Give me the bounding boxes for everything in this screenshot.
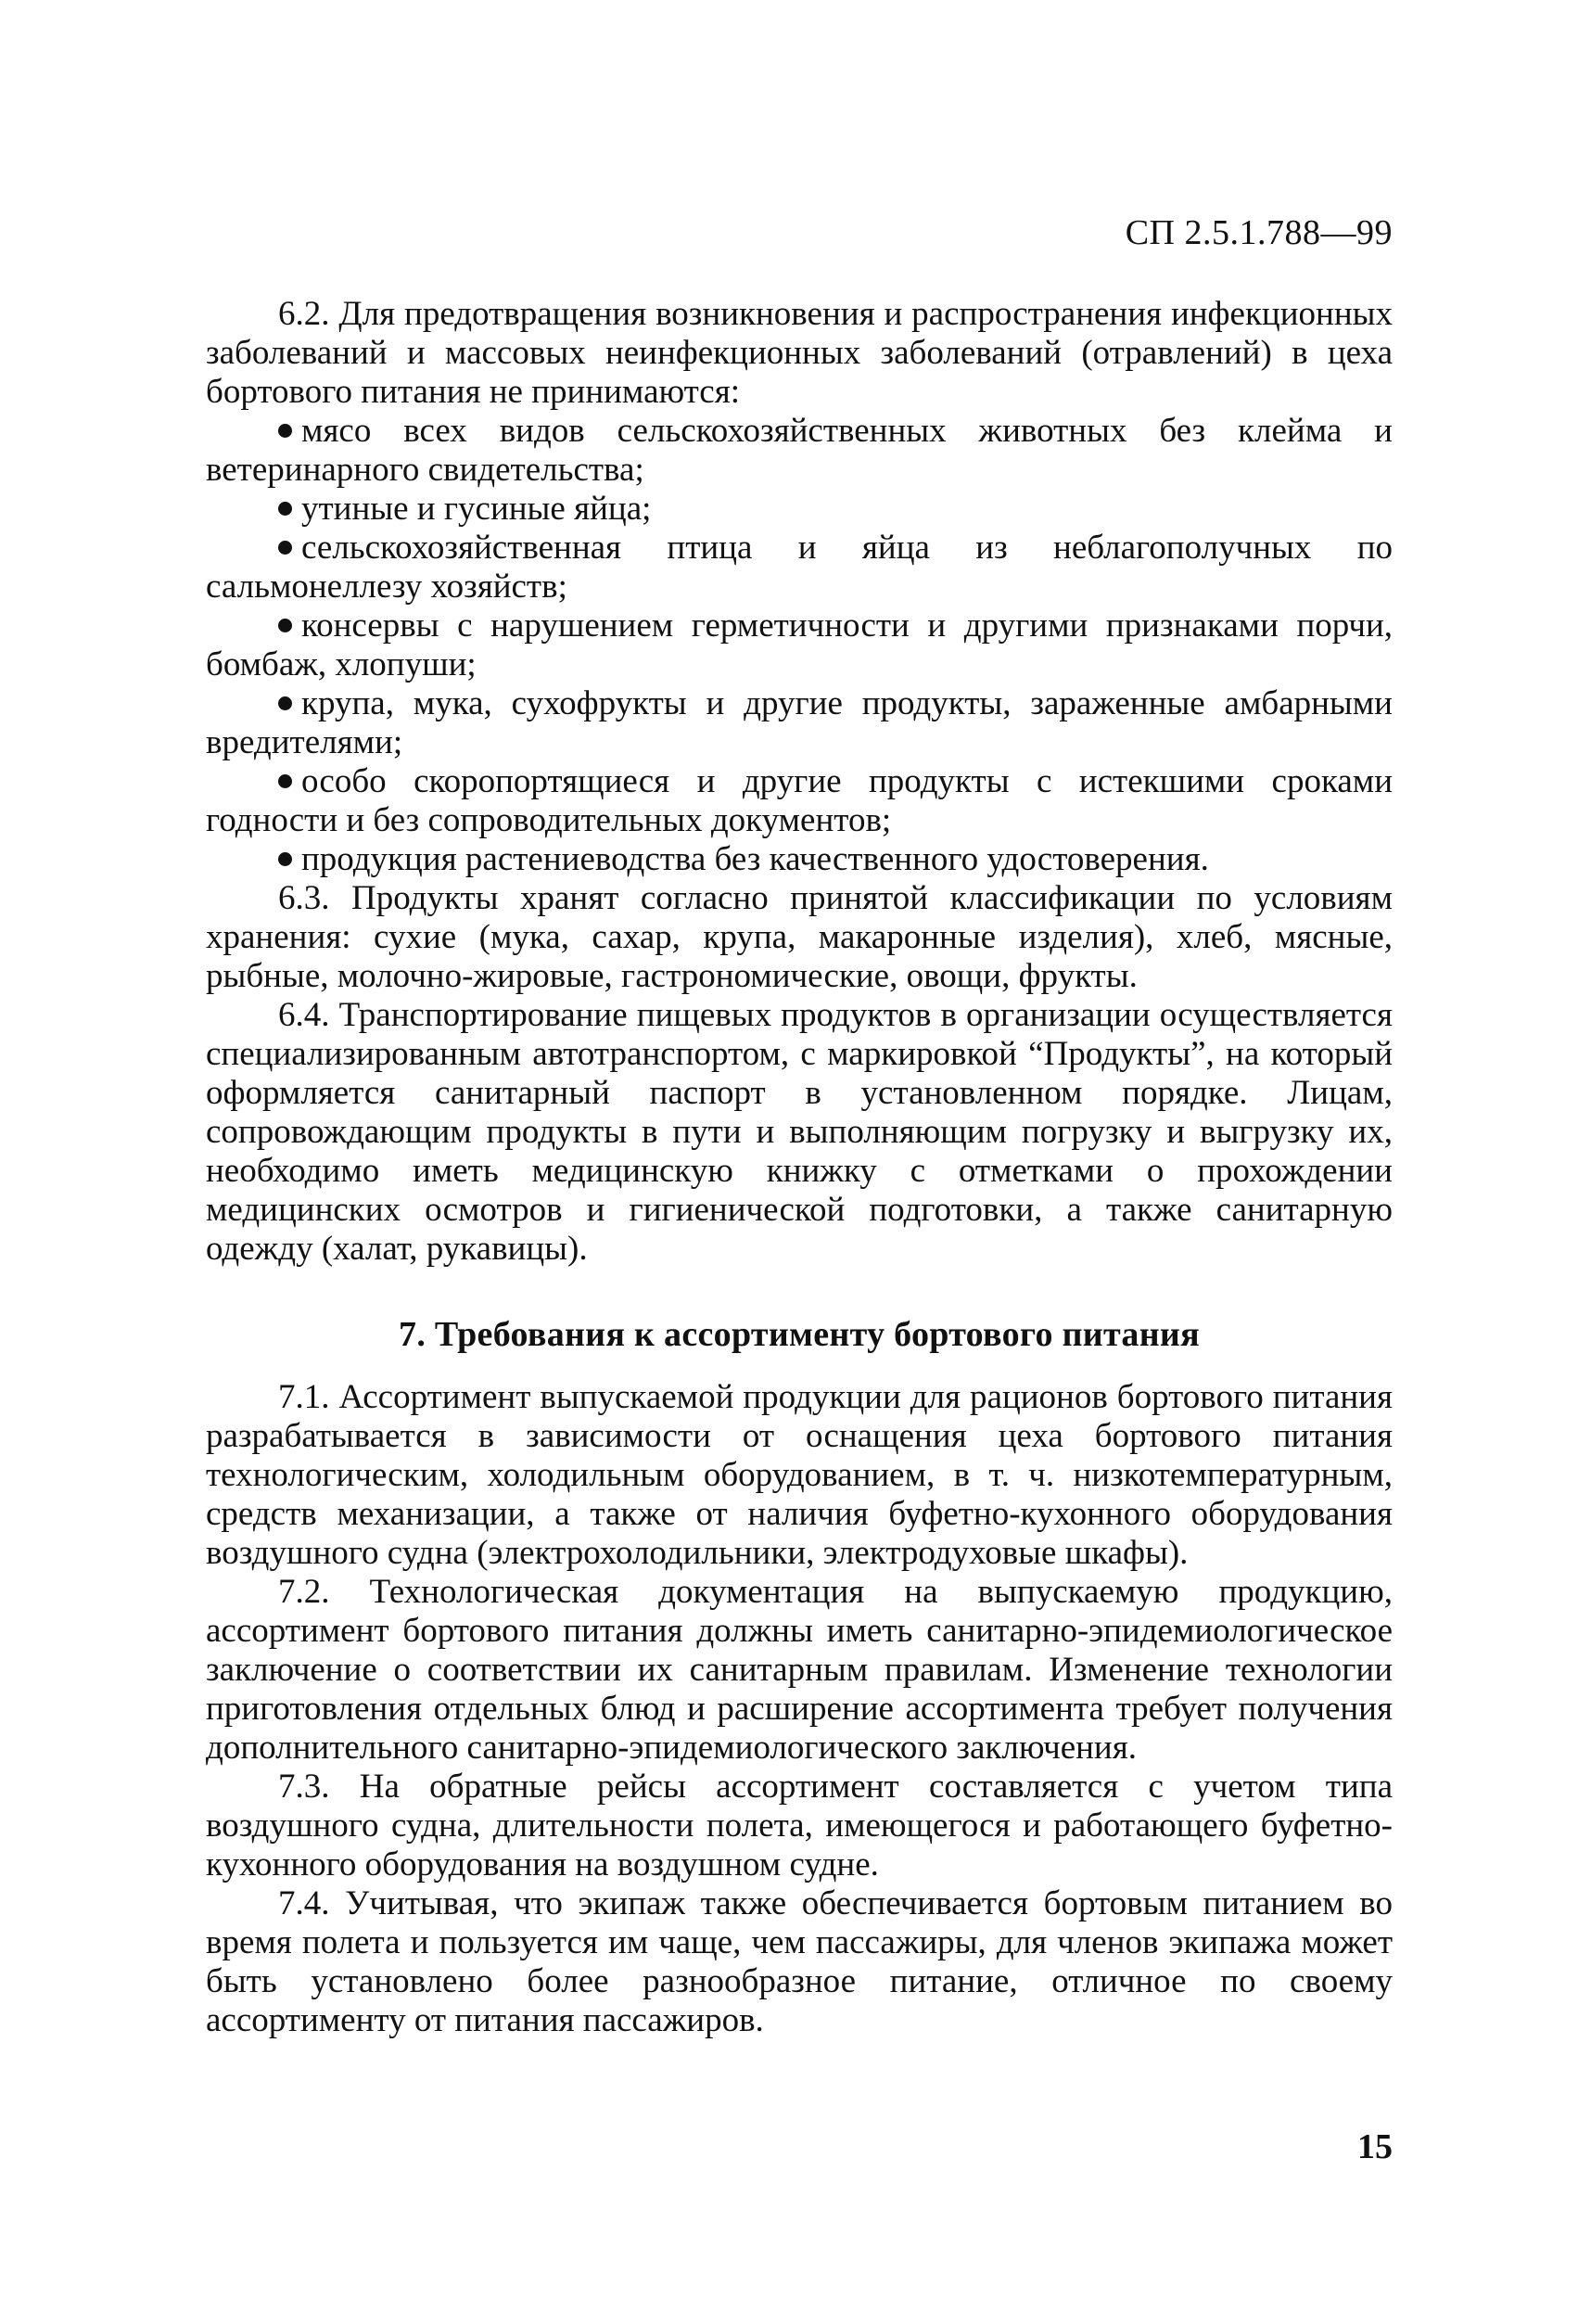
paragraph-7-1: 7.1. Ассортимент выпускаемой продукции для рационов бортового питания разрабатывается в зависимости от оснащения цеха бортового питания технологическим, холодильным оборудованием, в т. ч. низкотемпературным, средств механизации, а также от наличия буфетно-кухонного оборудования воздушного судна (электрохолодильники, электродуховые шкафы). bbox=[206, 1378, 1393, 1572]
bullet-icon bbox=[278, 424, 292, 438]
list-item-text: консервы с нарушением герметичности и другими признаками порчи, бомбаж, хлопуши; bbox=[206, 607, 1393, 683]
bullet-list-6-2 bbox=[206, 412, 1393, 879]
document-code: СП 2.5.1.788—99 bbox=[1125, 213, 1393, 252]
list-item bbox=[206, 490, 1393, 529]
bullet-icon bbox=[278, 619, 292, 632]
bullet-icon bbox=[278, 502, 292, 516]
paragraph-6-2: 6.2. Для предотвращения возникновения и распространения инфекционных заболеваний и массовых неинфекционных заболеваний (отравлений) в цеха бортового питания не принимаются: bbox=[206, 295, 1393, 411]
list-item-text: особо скоропортящиеся и другие продукты с истекшими сроками годности и без сопроводительных документов; bbox=[206, 762, 1393, 839]
paragraph-7-4: 7.4. Учитывая, что экипаж также обеспечивается бортовым питанием во время полета и пользуется им чаще, чем пассажиры, для членов экипажа может быть установлено более разнообразное питание, отличное по своему ассортименту от питания пассажиров. bbox=[206, 1884, 1393, 2039]
section-7-heading: 7. Требования к ассортименту бортового питания bbox=[399, 1315, 1200, 1354]
list-item-text: продукция растениеводства без качественного удостоверения. bbox=[301, 840, 1209, 878]
paragraph-7-3: 7.3. На обратные рейсы ассортимент составляется с учетом типа воздушного судна, длительности полета, имеющегося и работающего буфетно-кухонного оборудования на воздушном судне. bbox=[206, 1768, 1393, 1883]
list-item-text: мясо всех видов сельскохозяйственных животных без клейма и ветеринарного свидетельства; bbox=[206, 412, 1393, 489]
list-item-text: сельскохозяйственная птица и яйца из неблагополучных по сальмонеллезу хозяйств; bbox=[206, 529, 1393, 606]
list-item bbox=[206, 684, 1393, 762]
list-item bbox=[206, 412, 1393, 490]
document-body bbox=[206, 295, 1393, 2040]
paragraph-6-3: 6.3. Продукты хранят согласно принятой классификации по условиям хранения: сухие (мука, сахар, крупа, макаронные изделия), хлеб, мясные, рыбные, молочно-жировые, гастрономические, овощи, фрукты. bbox=[206, 879, 1393, 995]
bullet-icon bbox=[278, 774, 292, 788]
list-item-text: утиные и гусиные яйца; bbox=[301, 490, 652, 528]
list-item bbox=[206, 840, 1393, 879]
bullet-icon bbox=[278, 696, 292, 710]
paragraph-6-4: 6.4. Транспортирование пищевых продуктов в организации осуществляется специализированным автотранспортом, с маркировкой “Продукты”, на который оформляется санитарный паспорт в установленном порядке. Лицам, сопровождающим продукты в пути и выполняющим погрузку и выгрузку их, необходимо иметь медицинскую книжку с отметками о прохождении медицинских осмотров и гигиенической подготовки, а также санитарную одежду (халат, рукавицы). bbox=[206, 996, 1393, 1268]
document-page bbox=[206, 0, 1393, 2324]
bullet-icon bbox=[278, 541, 292, 555]
page-number: 15 bbox=[1357, 2127, 1393, 2166]
list-item-text: крупа, мука, сухофрукты и другие продукты, зараженные амбарными вредителями; bbox=[206, 684, 1393, 761]
paragraph-7-2: 7.2. Технологическая документация на выпускаемую продукцию, ассортимент бортового питания должны иметь санитарно-эпидемиологическое заключение о соответствии их санитарным правилам. Изменение технологии приготовления отдельных блюд и расширение ассортимента требует получения дополнительного санитарно-эпидемиологического заключения. bbox=[206, 1573, 1393, 1767]
list-item bbox=[206, 607, 1393, 684]
list-item bbox=[206, 529, 1393, 607]
bullet-icon bbox=[278, 852, 292, 866]
list-item bbox=[206, 762, 1393, 840]
